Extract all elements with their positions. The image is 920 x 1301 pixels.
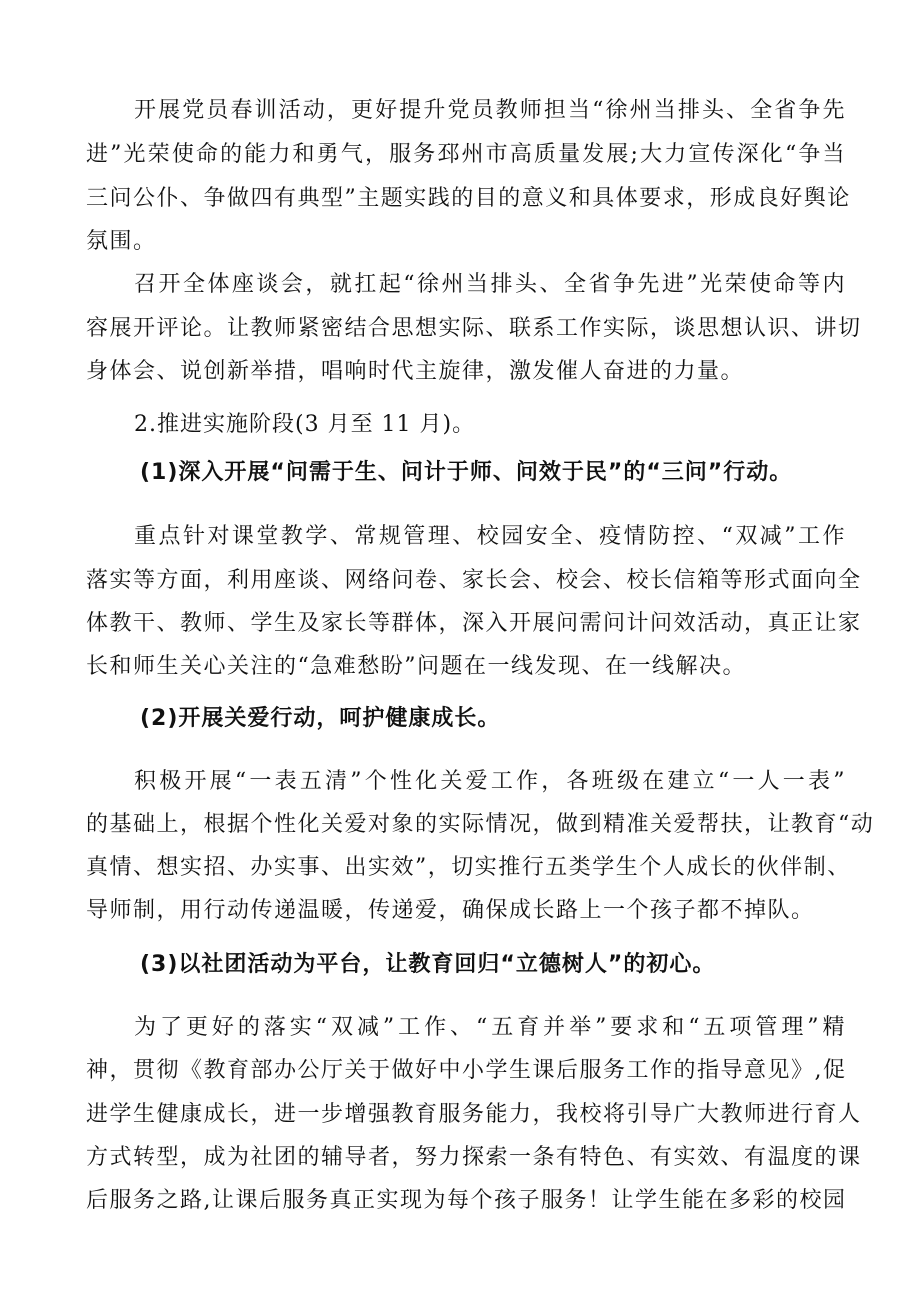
paragraph-5-line-1: 为了更好的落实“双减”工作、“五育并举”要求和“五项管理”精 <box>134 1015 846 1040</box>
paragraph-4-line-1: 积极开展“一表五清”个性化关爱工作，各班级在建立“一人一表” <box>134 769 846 794</box>
paragraph-1-line-3: 三问公仆、争做四有典型”主题实践的目的意义和具体要求，形成良好舆论 <box>86 186 851 211</box>
paragraph-4-line-4: 导师制，用行动传递温暖，传递爱，确保成长路上一个孩子都不掉队。 <box>86 898 815 923</box>
paragraph-2-line-1: 召开全体座谈会，就扛起“徐州当排头、全省争先进”光荣使命等内 <box>134 272 846 297</box>
paragraph-5-line-2: 神，贯彻《教育部办公厅关于做好中小学生课后服务工作的指导意见》,促 <box>86 1058 847 1083</box>
paragraph-3-line-3: 体教干、教师、学生及家长等群体，深入开展问需问计问效活动，真正让家 <box>86 611 862 636</box>
paragraph-1-line-2: 进”光荣使命的能力和勇气，服务邳州市高质量发展;大力宣传深化“争当 <box>86 142 846 167</box>
paragraph-1-line-4: 氛围。 <box>86 229 157 254</box>
paragraph-4-line-2: 的基础上，根据个性化关爱对象的实际情况，做到精准关爱帮扶，让教育“动 <box>86 812 875 837</box>
paragraph-3-line-1: 重点针对课堂教学、常规管理、校园安全、疫情防控、“双减”工作 <box>134 524 846 549</box>
paragraph-3-line-4: 长和师生关心关注的“急难愁盼”问题在一线发现、在一线解决。 <box>86 654 746 679</box>
paragraph-5-line-4: 方式转型，成为社团的辅导者，努力探索一条有特色、有实效、有温度的课 <box>86 1145 862 1170</box>
paragraph-4-line-3: 真情、想实招、办实事、出实效”，切实推行五类学生个人成长的伙伴制、 <box>86 855 851 880</box>
section-heading-phase-2: 2.推进实施阶段(3 月至 11 月)。 <box>134 412 476 437</box>
subheading-1: (1)深入开展“问需于生、问计于师、问效于民”的“三问”行动。 <box>140 460 793 485</box>
paragraph-2-line-2: 容展开评论。让教师紧密结合思想实际、联系工作实际，谈思想认识、讲切 <box>86 316 862 341</box>
paragraph-5-line-3: 进学生健康成长，进一步增强教育服务能力，我校将引导广大教师进行育人 <box>86 1102 862 1127</box>
paragraph-5-line-5: 后服务之路,让课后服务真正实现为每个孩子服务！让学生能在多彩的校园 <box>86 1188 847 1213</box>
paragraph-1-line-1: 开展党员春训活动，更好提升党员教师担当“徐州当排头、全省争先 <box>134 98 846 123</box>
paragraph-2-line-3: 身体会、说创新举措，唱响时代主旋律，激发催人奋进的力量。 <box>86 359 745 384</box>
paragraph-3-line-2: 落实等方面，利用座谈、网络问卷、家长会、校会、校长信箱等形式面向全 <box>86 568 862 593</box>
subheading-3: (3)以社团活动为平台，让教育回归“立德树人”的初心。 <box>140 952 716 977</box>
subheading-2: (2)开展关爱行动，呵护健康成长。 <box>140 706 501 731</box>
